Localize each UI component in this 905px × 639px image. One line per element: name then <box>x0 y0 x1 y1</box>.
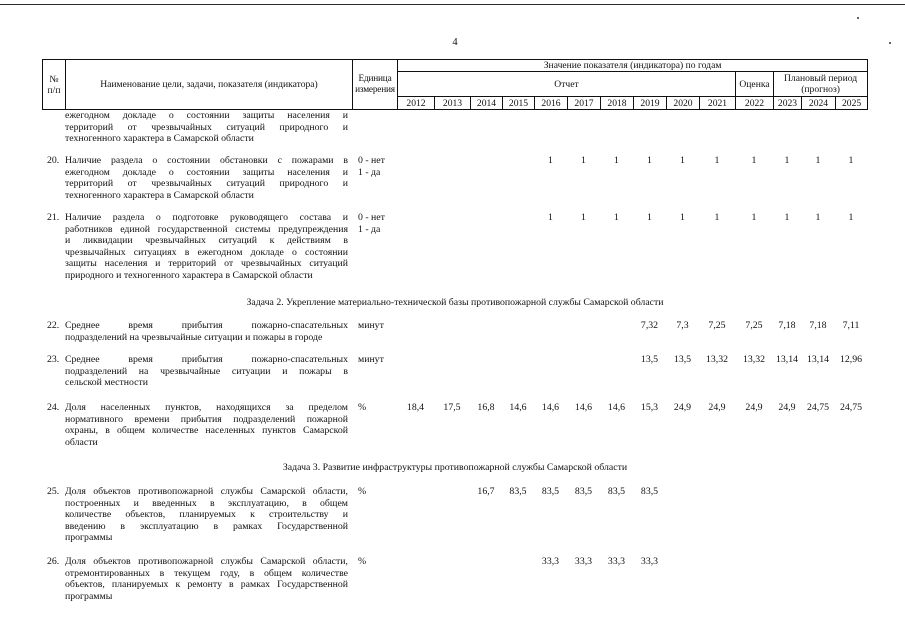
indicator-name-line: Среднее время прибытия пожарно-спасательных <box>65 320 348 331</box>
value-cell-2025: 7,11 <box>842 320 860 331</box>
indicator-name <box>65 354 348 389</box>
indicator-name-line: Доля населенных пунктов, находящихся за пределом <box>65 402 348 413</box>
indicator-name-line: территорий от чрезвычайных ситуаций природного и <box>65 121 348 133</box>
value-cell-2024: 1 <box>815 155 821 166</box>
indicator-name-line: отремонтированных в текущем году, в общем количестве <box>65 567 348 579</box>
indicator-name-line: программы <box>65 532 113 544</box>
value-cell-2019: 1 <box>647 212 652 223</box>
row-number: 24. <box>47 402 60 413</box>
unit-line: 1 - да <box>358 223 381 235</box>
indicator-name-line: сельской местности <box>65 377 149 389</box>
indicator-name-line: защиты населения и территорий от чрезвычайных ситуаций <box>65 258 348 270</box>
value-cell-2020: 24,9 <box>673 402 692 413</box>
value-cell-2023: 1 <box>784 212 790 223</box>
header-unit-line: измерения <box>355 84 395 95</box>
header-year: 2015 <box>503 97 535 110</box>
value-cell-2018: 1 <box>614 155 619 166</box>
value-cell-2019: 15,3 <box>640 402 659 413</box>
header-year: 2018 <box>601 97 634 110</box>
value-cell-2014: 16,8 <box>477 402 495 413</box>
unit-line: % <box>358 556 367 567</box>
unit-line: % <box>358 486 367 497</box>
indicator-name-line: введению в эксплуатацию в рамках Государственной <box>65 520 348 532</box>
indicator-name-line: охраны, в общем количестве населенных пунктов Самарской <box>65 425 348 437</box>
indicator-name-line: Наличие раздела о состоянии обстановки с пожарами в <box>65 155 348 166</box>
unit-cell <box>358 320 384 332</box>
header-plan-line: Плановый период <box>784 73 858 84</box>
value-cell-2022: 13,32 <box>742 354 766 365</box>
header-plan-line: (прогноз) <box>801 84 840 95</box>
header-year: 2024 <box>802 97 836 110</box>
row-number: 22. <box>47 320 60 331</box>
value-cell-2012: 18,4 <box>406 402 425 413</box>
header-year: 2017 <box>568 97 601 110</box>
value-cell-2021: 1 <box>714 212 720 223</box>
header-year: 2021 <box>700 97 736 110</box>
value-cell-2024: 7,18 <box>809 320 827 331</box>
indicator-name-line: техногенного характера в Самарской области <box>65 189 254 201</box>
indicator-name <box>65 155 348 201</box>
header-year: 2014 <box>471 97 503 110</box>
value-cell-2023: 13,14 <box>775 354 799 365</box>
indicator-name <box>65 556 348 602</box>
value-cell-2020: 1 <box>680 155 685 166</box>
header-year: 2012 <box>398 97 435 110</box>
indicator-name-line: Наличие раздела о подготовке руководящего состава и <box>65 212 348 223</box>
header-number-abbrev: п/п <box>47 84 61 96</box>
indicator-name-line: чрезвычайных ситуациях в ежегодном докладе о состоянии <box>65 246 348 258</box>
indicator-name-line: и ликвидации чрезвычайных ситуаций к действиям в <box>65 235 348 247</box>
header-unit-line: Единица <box>358 73 392 84</box>
unit-cell <box>358 402 366 414</box>
indicator-name-line: природного и техногенного характера в Самарской области <box>65 269 313 281</box>
indicator-name-line: Доля объектов противопожарной службы Самарской области, <box>65 556 348 567</box>
row-number: 25. <box>47 486 60 497</box>
header-report: Отчет <box>398 72 736 97</box>
indicator-name-line: территорий от чрезвычайных ситуаций природного и <box>65 178 348 190</box>
value-cell-2025: 1 <box>848 155 854 166</box>
indicator-name <box>65 486 348 544</box>
value-cell-2017: 83,5 <box>574 486 593 497</box>
row-number: 26. <box>47 556 60 567</box>
value-cell-2022: 1 <box>751 212 757 223</box>
value-cell-2018: 1 <box>614 212 619 223</box>
value-cell-2019: 13,5 <box>640 354 659 365</box>
unit-line: минут <box>358 354 384 365</box>
value-cell-2024: 24,75 <box>806 402 830 413</box>
value-cell-2024: 1 <box>815 212 821 223</box>
indicator-name-line: Среднее время прибытия пожарно-спасательных <box>65 354 348 365</box>
unit-cell <box>358 486 366 498</box>
value-cell-2022: 24,9 <box>745 402 763 413</box>
unit-line: 0 - нет <box>358 155 385 166</box>
header-estimate: Оценка <box>736 72 774 97</box>
indicator-name-line: подразделений на чрезвычайные ситуации и пожары в городе <box>65 331 323 343</box>
value-cell-2017: 33,3 <box>574 556 593 567</box>
value-cell-2018: 83,5 <box>607 486 626 497</box>
value-cell-2025: 1 <box>848 212 854 223</box>
indicator-name-line: ежегодном докладе о состоянии защиты населения и <box>65 166 348 178</box>
indicator-name-line: области <box>65 436 98 448</box>
value-cell-2020: 7,3 <box>676 320 689 331</box>
value-cell-2022: 1 <box>751 155 757 166</box>
value-cell-2016: 83,5 <box>541 486 560 497</box>
value-cell-2021: 7,25 <box>708 320 726 331</box>
value-cell-2023: 1 <box>784 155 790 166</box>
header-name-cell: Наименование цели, задачи, показателя (индикатора) <box>66 60 353 110</box>
value-cell-2017: 1 <box>581 212 586 223</box>
value-cell-2020: 1 <box>680 212 685 223</box>
header-year: 2019 <box>634 97 667 110</box>
value-cell-2021: 1 <box>714 155 720 166</box>
page-number: 4 <box>452 37 458 48</box>
value-cell-2024: 13,14 <box>806 354 830 365</box>
value-cell-2021: 24,9 <box>708 402 726 413</box>
header-year: 2023 <box>774 97 802 110</box>
value-cell-2016: 1 <box>548 155 553 166</box>
value-cell-2015: 14,6 <box>509 402 527 413</box>
indicator-name-line: нормативного времени прибытия подразделений пожарной <box>65 413 348 425</box>
unit-cell <box>358 556 366 568</box>
value-cell-2017: 1 <box>581 155 586 166</box>
indicator-name-line: построенных и введенных в эксплуатацию, в общем <box>65 497 348 509</box>
row-number: 21. <box>47 212 60 223</box>
task-heading: Задача 3. Развитие инфраструктуры противопожарной службы Самарской области <box>282 462 628 473</box>
value-cell-2025: 24,75 <box>839 402 863 413</box>
row-number: 23. <box>47 354 60 365</box>
value-cell-2016: 14,6 <box>541 402 560 413</box>
value-cell-2019: 83,5 <box>640 486 659 497</box>
value-cell-2013: 17,5 <box>443 402 461 413</box>
value-cell-2016: 1 <box>548 212 553 223</box>
value-cell-2016: 33,3 <box>541 556 560 567</box>
header-year: 2022 <box>736 97 774 110</box>
indicator-name <box>65 320 348 343</box>
value-cell-2015: 83,5 <box>509 486 527 497</box>
value-cell-2019: 33,3 <box>640 556 659 567</box>
value-cell-2019: 1 <box>647 155 652 166</box>
value-cell-2022: 7,25 <box>745 320 763 331</box>
value-cell-2017: 14,6 <box>574 402 593 413</box>
header-year: 2020 <box>667 97 700 110</box>
header-values-title: Значение показателя (индикатора) по годам <box>398 60 868 72</box>
indicator-name-line: техногенного характера в Самарской области <box>65 133 254 145</box>
value-cell-2018: 14,6 <box>607 402 626 413</box>
value-cell-2025: 12,96 <box>839 354 863 365</box>
unit-line: минут <box>358 320 384 331</box>
header-year: 2025 <box>836 97 868 110</box>
unit-cell <box>358 212 385 235</box>
value-cell-2020: 13,5 <box>673 354 692 365</box>
header-number-sign: № <box>49 73 59 85</box>
value-cell-2019: 7,32 <box>640 320 659 331</box>
task-heading: Задача 2. Укрепление материально-технической базы противопожарной службы Самарской области <box>246 297 664 308</box>
unit-line: % <box>358 402 367 413</box>
indicator-name-line: количестве объектов, планируемых к строительству и <box>65 509 348 521</box>
unit-line: 0 - нет <box>358 212 385 223</box>
value-cell-2014: 16,7 <box>477 486 495 497</box>
indicator-name-line: подразделений на чрезвычайные ситуации и пожары в <box>65 365 348 377</box>
indicator-name-line: ежегодном докладе о состоянии защиты населения и <box>65 110 348 121</box>
row-number: 20. <box>47 155 60 166</box>
indicator-name-line: работников единой государственной системы предупреждения <box>65 223 348 235</box>
indicator-name <box>65 402 348 448</box>
indicator-name-line: объектов, планируемых к ремонту в рамках Государственной <box>65 579 348 591</box>
header-year: 2013 <box>435 97 471 110</box>
unit-cell <box>358 354 384 366</box>
indicator-name <box>65 110 348 145</box>
indicator-name-line: программы <box>65 590 113 602</box>
header-year: 2016 <box>535 97 568 110</box>
unit-line: 1 - да <box>358 166 381 178</box>
value-cell-2023: 24,9 <box>778 402 796 413</box>
indicator-name-line: Доля объектов противопожарной службы Самарской области, <box>65 486 348 497</box>
value-cell-2023: 7,18 <box>778 320 796 331</box>
indicator-name <box>65 212 348 282</box>
unit-cell <box>358 155 385 178</box>
value-cell-2018: 33,3 <box>607 556 626 567</box>
value-cell-2021: 13,32 <box>705 354 729 365</box>
